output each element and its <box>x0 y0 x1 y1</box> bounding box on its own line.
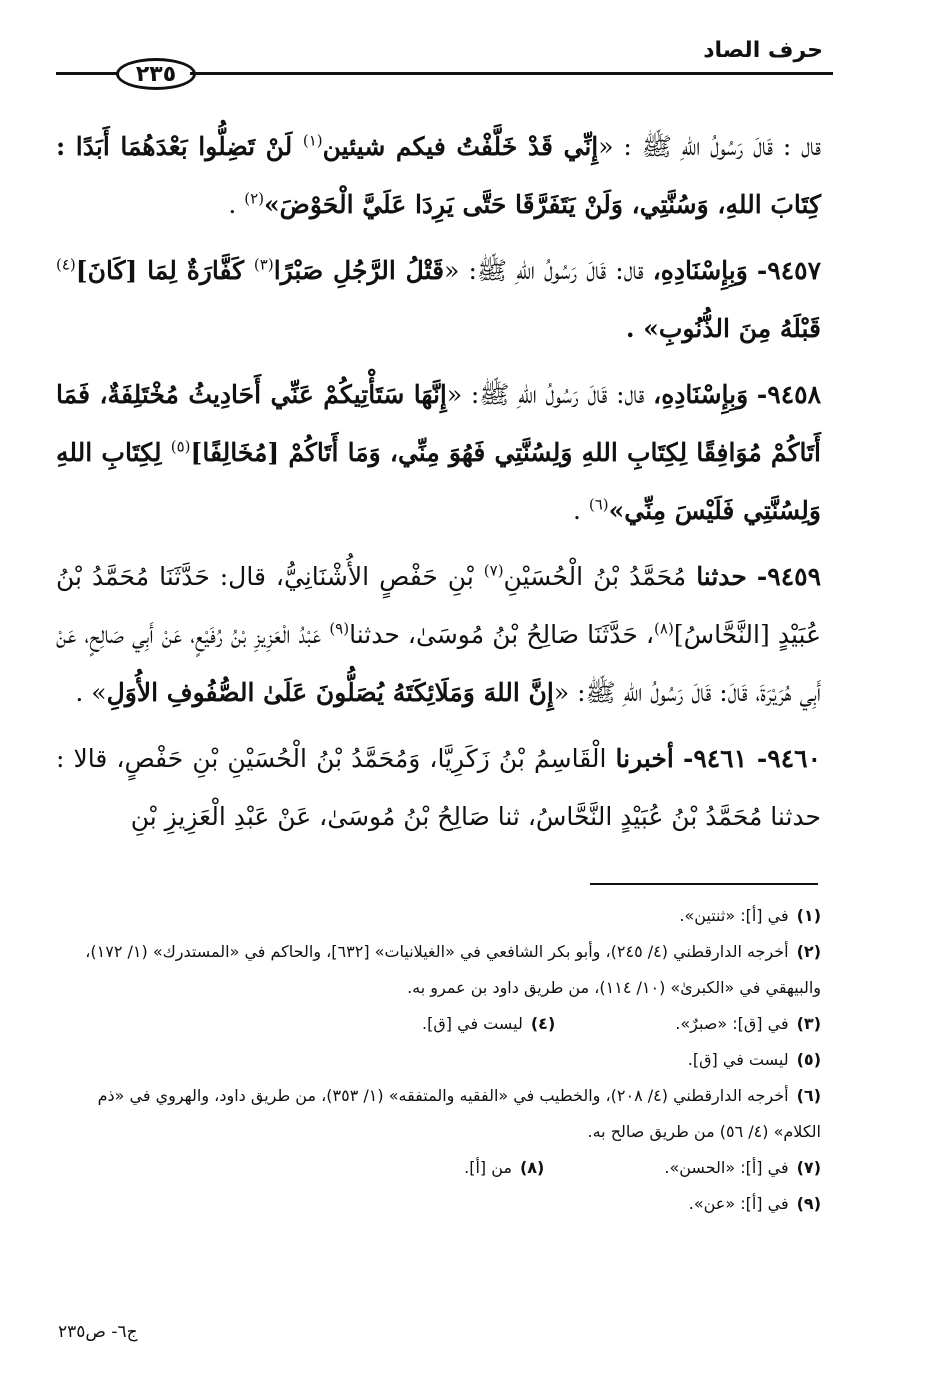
punctuation: . <box>228 190 245 219</box>
footnote-text: في [أ]: «ثنتين». <box>679 906 789 925</box>
isnad-text: عَبْدُ الْعَزِيزِ بْنُ رُفَيْعٍ، عَنْ أَبِي صَالِحٍ، عَنْ أَبِي هُرَيْرَةَ، قَالَ: قَالَ رَسُولُ اللهِ ﷺ: « <box>56 620 821 707</box>
footnote-text: من [أ]. <box>464 1158 512 1177</box>
footnote-text: في [أ]: «الحسن». <box>664 1158 789 1177</box>
footnote-7 <box>664 1150 821 1186</box>
footnote-number: (٥) <box>796 1050 821 1069</box>
footnote-7-8 <box>56 1150 821 1186</box>
footnote-text: في [ق]: «صبرٌ». <box>675 1014 789 1033</box>
footnote-marker: (٦) <box>588 495 609 514</box>
isnad-text: بْنِ حَفْصٍ الأُشْنَانِيُّ، قال: حَدَّثَنَا مُحَمَّدُ بْنُ عُبَيْدٍ [النَّحَّاسُ] <box>56 562 821 649</box>
footnote-8 <box>464 1158 544 1177</box>
isnad-text: مُحَمَّدُ بْنُ الْحُسَيْنِ <box>503 562 697 591</box>
footnote-number: (٩) <box>796 1194 821 1213</box>
footnote-2 <box>56 934 821 1006</box>
header-rule-left <box>56 72 118 75</box>
narration-text: قال: قَالَ رَسُولُ اللهِ ﷺ: « <box>446 380 654 409</box>
hadith-quote: إِنَّهَا سَتَأْتِيكُمْ عَنِّي أَحَادِيثُ مُخْتَلِفَةٌ، فَمَا أَتَاكُمْ مُوَافِقًا لِكِتَابِ اللهِ وَلِسُنَّتِي فَهُوَ مِنِّي، وَمَا أَتَاكُمْ [مُخَالِفًا] <box>56 380 821 467</box>
hadith-number: ٩٤٥٧- <box>756 256 822 285</box>
header-rule <box>190 72 833 75</box>
hadith-quote-continuation: لَنْ تَضِلُّوا بَعْدَهُمَا أَبَدًا : كِتَابَ اللهِ، وَسُنَّتِي، وَلَنْ يَتَفَرَّقَا حَتَّى يَرِدَا عَلَيَّ الْحَوْضَ» <box>56 132 821 219</box>
footnote-3 <box>675 1006 821 1042</box>
footnote-text: في [أ]: «عن». <box>688 1194 789 1213</box>
paragraph-9458 <box>56 366 821 540</box>
chain-label: وَبِإِسْنَادِهِ، <box>652 256 748 285</box>
paragraph-9460-9461 <box>56 730 821 846</box>
footnote-marker: (٣) <box>253 255 274 274</box>
footnote-marker: (٧) <box>483 561 504 580</box>
hadith-number: ٩٤٦٠- ٩٤٦١- <box>682 744 821 773</box>
footnote-number: (٣) <box>796 1014 821 1033</box>
narration-text: قال: قَالَ رَسُولُ اللهِ ﷺ: « <box>444 256 653 285</box>
footnote-6 <box>56 1078 821 1150</box>
footnote-marker: (٩) <box>329 619 350 638</box>
volume-page-reference: ج٦- ص٢٣٥ <box>58 1322 138 1342</box>
hadith-quote-end: قَبْلَهُ مِنَ الذُّنُوبِ» . <box>625 314 821 343</box>
footnote-5 <box>56 1042 821 1078</box>
footnote-number: (٦) <box>796 1086 821 1105</box>
main-text <box>56 118 821 854</box>
chain-label: وَبِإِسْنَادِهِ، <box>653 380 749 409</box>
footnote-number: (٤) <box>530 1014 556 1033</box>
isnad-text: ، حَدَّثَنَا صَالِحُ بْنُ مُوسَىٰ، حدثنا <box>349 620 655 649</box>
hadith-quote-continuation: لِكِتَابِ اللهِ وَلِسُنَّتِي فَلَيْسَ مِنِّي» <box>56 438 821 525</box>
footnote-text: أخرجه الدارقطني (٤/ ٢٤٥)، وأبو بكر الشافعي في «الغيلانيات» [٦٣٢]، والحاكم في «المستدرك» (١/ ١٧٢)، والبيهقي في «الكبرىٰ» (١٠/ ١١٤)، من طريق داود بن عمرو به. <box>85 942 821 997</box>
hadith-quote-continuation: كَفَّارَةٌ لِمَا [كَانَ] <box>75 256 254 285</box>
footnote-4 <box>422 1014 555 1033</box>
chapter-title: حرف الصاد <box>703 38 823 63</box>
hadith-number: ٩٤٥٩- <box>756 562 821 591</box>
footnote-marker: (٨) <box>654 619 674 638</box>
footnote-separator <box>590 883 818 885</box>
footnote-text: ليست في [ق]. <box>422 1014 523 1033</box>
footnote-number: (٢) <box>796 942 821 961</box>
hadith-quote: إِنِّي قَدْ خَلَّفْتُ فيكم شيئين <box>322 132 599 161</box>
punctuation: . <box>572 496 589 525</box>
footnote-marker: (٥) <box>170 437 191 456</box>
footnote-marker: (٢) <box>244 189 265 208</box>
footnote-3-4 <box>56 1006 821 1042</box>
footnote-number: (١) <box>796 906 821 925</box>
footnote-marker: (١) <box>302 131 323 150</box>
footnote-number: (٨) <box>519 1158 545 1177</box>
footnote-text: أخرجه الدارقطني (٤/ ٢٠٨)، والخطيب في «الفقيه والمتفقه» (١/ ٣٥٣)، من طريق داود، والهروي في «ذم الكلام» (٤/ ٥٦) من طريق صالح به. <box>97 1086 821 1141</box>
chain-label: أخبرنا <box>615 744 674 773</box>
paragraph-9457 <box>56 242 821 358</box>
footnotes <box>56 898 821 1222</box>
footnote-9 <box>56 1186 821 1222</box>
punctuation: » . <box>75 678 107 707</box>
chain-label: حدثنا <box>696 562 747 591</box>
narration-text: قال : قَالَ رَسُولُ اللهِ ﷺ : « <box>598 132 821 161</box>
hadith-quote: إِنَّ اللهَ وَمَلَائِكَتَهُ يُصَلُّونَ عَلَىٰ الصُّفُوفِ الأُوَلِ <box>106 678 554 707</box>
footnote-number: (٧) <box>796 1158 821 1177</box>
footnote-1 <box>56 898 821 934</box>
paragraph-9459 <box>56 548 821 722</box>
hadith-number: ٩٤٥٨- <box>756 380 822 409</box>
footnote-marker: (٤) <box>56 255 76 274</box>
page-number-badge: ٢٣٥ <box>116 58 196 90</box>
hadith-quote: قَتْلُ الرَّجُلِ صَبْرًا <box>273 256 445 285</box>
footnote-text: ليست في [ق]. <box>687 1050 789 1069</box>
isnad-text: الْقَاسِمُ بْنُ زَكَرِيَّا، وَمُحَمَّدُ بْنُ الْحُسَيْنِ بْنِ حَفْصٍ، قالا : حدثنا مُحَمَّدُ بْنُ عُبَيْدٍ النَّحَّاسُ، ثنا صَالِحُ بْنُ مُوسَىٰ، عَنْ عَبْدِ الْعَزِيزِ بْنِ <box>56 744 821 831</box>
paragraph-1 <box>56 118 821 234</box>
